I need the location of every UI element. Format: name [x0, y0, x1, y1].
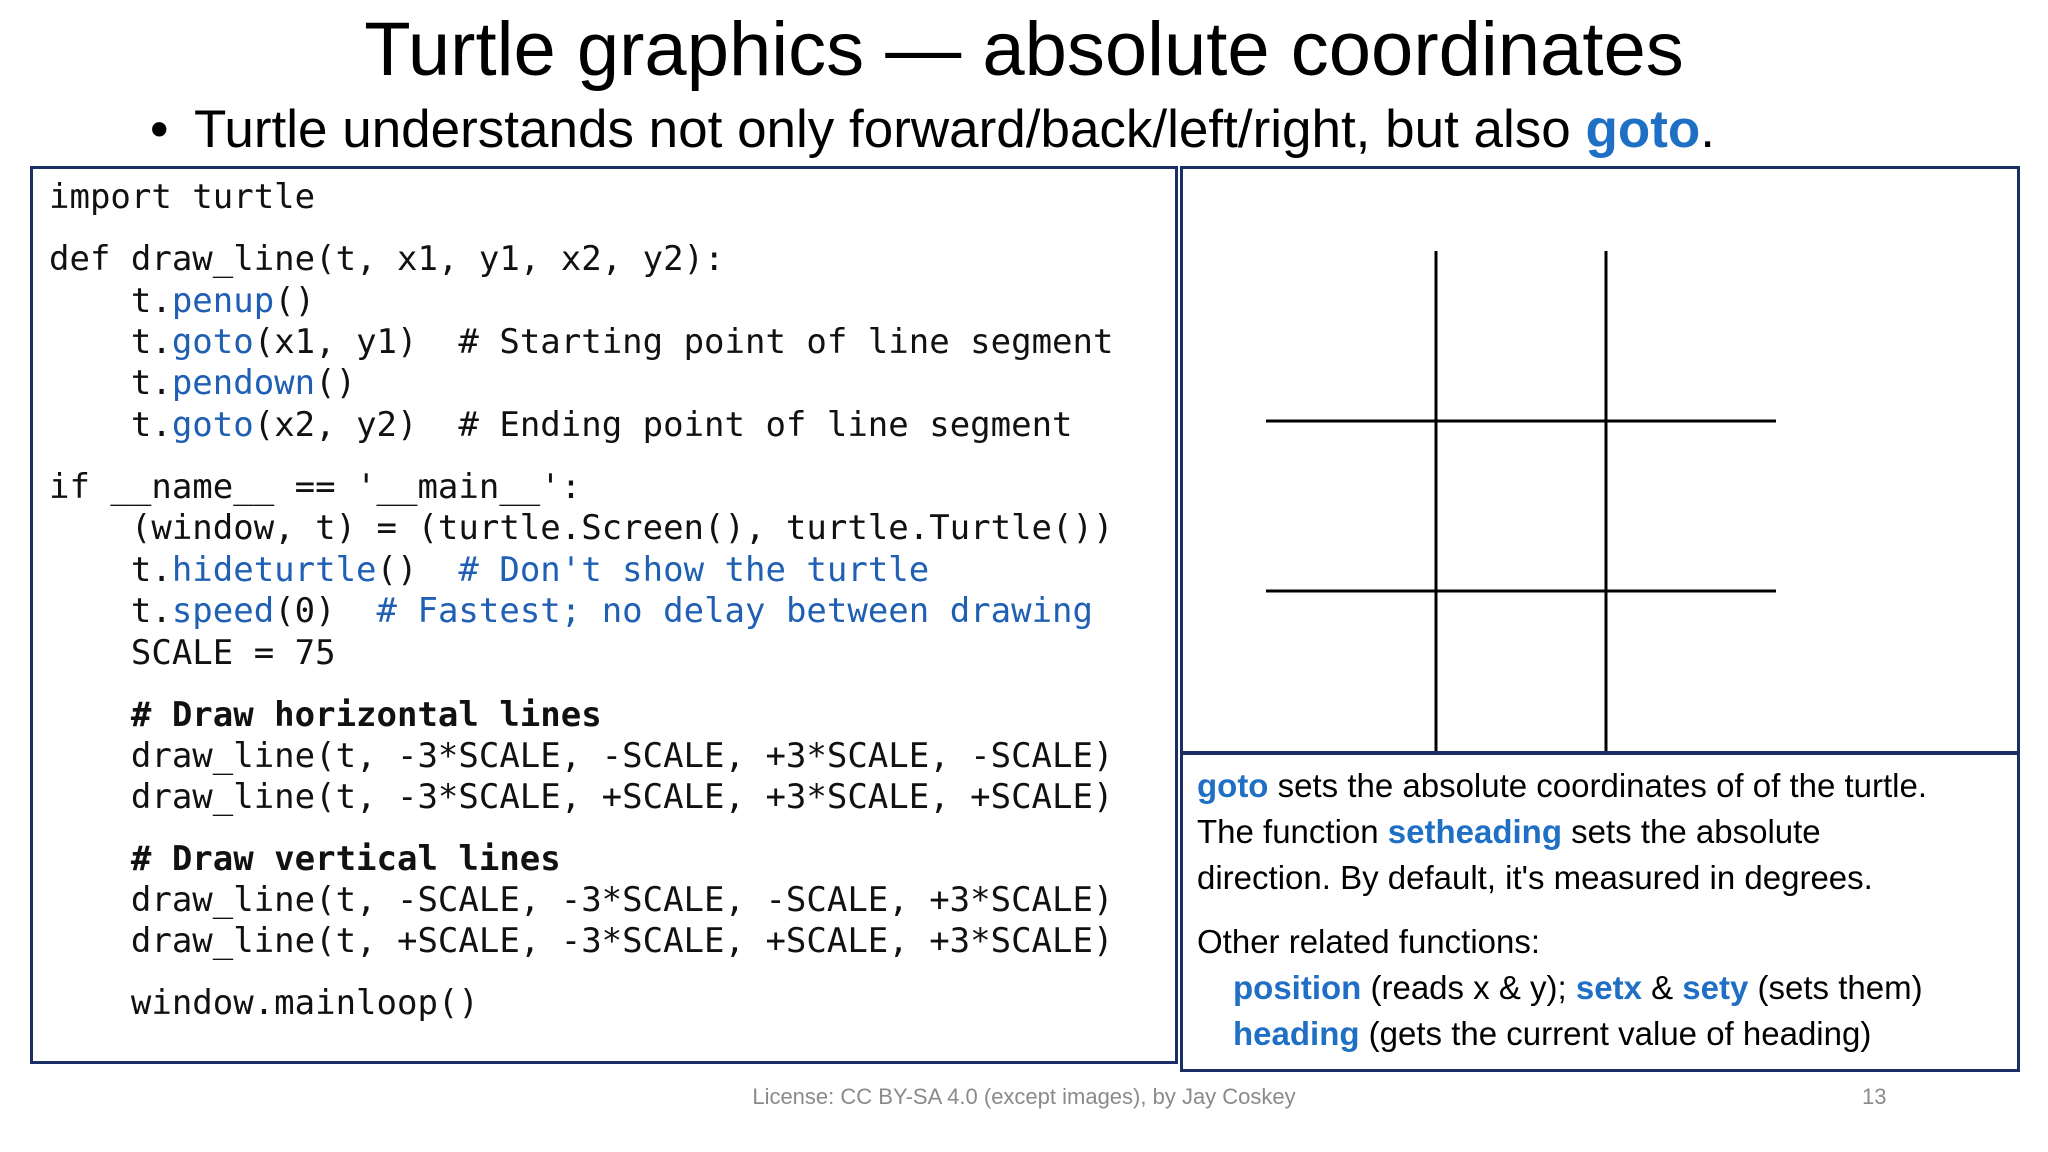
code-line: [49, 281, 315, 321]
slide-title: Turtle graphics — absolute coordinates: [364, 7, 1684, 92]
code-text: draw_line(t, -3*SCALE, +SCALE, +3*SCALE, +SCALE): [49, 777, 1114, 817]
code-line: [49, 467, 581, 507]
code-text: SCALE = 75: [49, 633, 336, 673]
notes-line-6: [1233, 1011, 1871, 1057]
code-text: t.: [49, 281, 172, 321]
license-footer: License: CC BY-SA 4.0 (except images), by Jay Coskey: [752, 1084, 1296, 1109]
sety-keyword: sety: [1682, 969, 1749, 1006]
code-function: goto: [171, 322, 254, 362]
notes-text: sets the absolute coordinates of of the turtle.: [1268, 767, 1928, 804]
notes-text: sets the absolute: [1561, 813, 1821, 850]
notes-panel: [1180, 752, 2020, 1072]
code-text: (window, t) = (turtle.Screen(), turtle.Turtle()): [49, 508, 1114, 548]
code-text: draw_line(t, +SCALE, -3*SCALE, +SCALE, +3*SCALE): [49, 921, 1114, 961]
figure-panel: [1180, 166, 2020, 754]
code-text: (0): [274, 591, 377, 631]
notes-text: The function: [1197, 813, 1388, 850]
code-comment: # Don't show the turtle: [458, 550, 930, 590]
tic-tac-toe-grid-figure: [1183, 169, 2017, 751]
code-function: pendown: [171, 363, 316, 403]
code-line: [49, 239, 725, 279]
code-line: [49, 880, 1113, 920]
code-line: [49, 363, 356, 403]
notes-line-3: direction. By default, it's measured in degrees.: [1197, 859, 1873, 896]
code-text: if __name__ == '__main__':: [49, 467, 582, 507]
setheading-keyword: setheading: [1387, 813, 1562, 850]
code-text: (x1, y1) # Starting point of line segment: [253, 322, 1114, 362]
code-line: [49, 405, 1073, 445]
code-text: (): [274, 281, 316, 321]
notes-line-4: Other related functions:: [1197, 923, 1541, 960]
bullet-symbol: •: [150, 100, 169, 159]
code-text: (x2, y2) # Ending point of line segment: [253, 405, 1073, 445]
code-text: # Draw vertical lines: [49, 839, 561, 879]
code-line: [49, 177, 315, 217]
notes-line-5: [1233, 965, 1923, 1011]
code-line: [49, 839, 561, 879]
setx-keyword: setx: [1575, 969, 1642, 1006]
goto-keyword: goto: [1197, 767, 1269, 804]
code-comment: # Fastest; no delay between drawing: [376, 591, 1093, 631]
bullet-text: Turtle understands not only forward/back/left/right, but also: [194, 100, 1586, 159]
code-text: t.: [49, 322, 172, 362]
code-line: [49, 736, 1113, 776]
notes-text: (gets the current value of heading): [1359, 1015, 1872, 1052]
notes-line-1: [1197, 763, 1927, 809]
notes-line-2: [1197, 809, 1821, 855]
notes-text: &: [1641, 969, 1683, 1006]
code-line: [49, 633, 336, 673]
bullet-keyword: goto: [1585, 100, 1701, 159]
code-function: speed: [171, 591, 275, 631]
code-panel: [30, 166, 1178, 1064]
code-text: import turtle: [49, 177, 316, 217]
heading-keyword: heading: [1233, 1015, 1360, 1052]
notes-text: (sets them): [1748, 969, 1923, 1006]
notes-text: (reads x & y);: [1361, 969, 1576, 1006]
code-text: (): [376, 550, 459, 590]
code-line: [49, 508, 1113, 548]
code-line: [49, 695, 602, 735]
code-text: def draw_line(t, x1, y1, x2, y2):: [49, 239, 725, 279]
code-line: [49, 591, 1093, 631]
code-text: (): [315, 363, 357, 403]
code-line: [49, 921, 1113, 961]
code-text: t.: [49, 591, 172, 631]
code-text: window.mainloop(): [49, 983, 479, 1023]
position-keyword: position: [1233, 969, 1362, 1006]
code-line: [49, 983, 479, 1023]
code-text: t.: [49, 363, 172, 403]
code-line: [49, 322, 1113, 362]
code-line: [49, 550, 929, 590]
code-text: draw_line(t, -SCALE, -3*SCALE, -SCALE, +3*SCALE): [49, 880, 1114, 920]
code-function: penup: [171, 281, 275, 321]
bullet-point: [150, 94, 1715, 166]
code-line: [49, 777, 1113, 817]
code-text: draw_line(t, -3*SCALE, -SCALE, +3*SCALE, -SCALE): [49, 736, 1114, 776]
page-number: 13: [1862, 1084, 1887, 1109]
code-text: # Draw horizontal lines: [49, 695, 602, 735]
code-text: t.: [49, 550, 172, 590]
bullet-end: .: [1700, 100, 1715, 159]
code-function: hideturtle: [171, 550, 377, 590]
code-function: goto: [171, 405, 254, 445]
code-text: t.: [49, 405, 172, 445]
